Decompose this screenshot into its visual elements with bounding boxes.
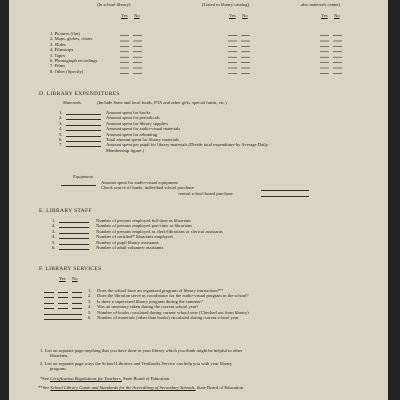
equipment-amount-label: Amount spent for audio-visual equipment xyxy=(101,180,178,185)
yes-header-col2: Yes xyxy=(229,13,236,18)
equipment-amount-field[interactable] xyxy=(61,182,96,186)
answer-field[interactable] xyxy=(72,300,82,304)
note-1-line-2: librarians. xyxy=(50,353,69,359)
column-caption-school-library: (In school library) xyxy=(97,2,131,7)
no-answer-field[interactable] xyxy=(58,294,68,298)
list-item: 2. Number of persons employed part-time as librarians xyxy=(52,223,192,229)
column-caption-library-catalog: (Listed in library catalog) xyxy=(202,2,250,7)
no-header-services: No xyxy=(72,276,78,281)
list-item: 6. Number of materials (other than books) circulated during current school year xyxy=(9,315,388,320)
list-item: 1. Does the school have an organized program of library instruction?** xyxy=(9,288,388,293)
column-caption-materials-center: also materials center) xyxy=(301,2,341,7)
list-item: 8. Other (Specify) xyxy=(50,68,84,74)
yes-answer-field[interactable] xyxy=(44,294,54,298)
av-answer-blanks[interactable] xyxy=(9,31,388,77)
list-item: 6. Phonograph recordings xyxy=(50,58,98,63)
list-item: 3. Slides xyxy=(50,41,66,47)
no-answer-field[interactable] xyxy=(58,289,68,293)
count-field[interactable] xyxy=(59,241,89,245)
footnote-certification: *See Certification Regulations for Teachers, State Board of Education xyxy=(40,376,170,381)
amount-field[interactable] xyxy=(66,111,101,115)
amount-field[interactable] xyxy=(66,116,101,120)
central-purchase-field[interactable] xyxy=(261,193,309,197)
note-2-line-1: 2. List on separate page ways the School Libraries and Textbooks Service can help you with your library xyxy=(40,361,233,366)
list-item: 5. Amount spent for rebinding xyxy=(59,131,158,137)
amount-field[interactable] xyxy=(66,127,101,131)
count-field[interactable] xyxy=(59,224,89,228)
count-field[interactable] xyxy=(59,235,89,239)
count-field[interactable] xyxy=(44,311,82,315)
footnote-library-guide: **See School Library Guide and Standards for the Accrediting of Secondary Schools, State Board of Education xyxy=(38,385,243,390)
count-field[interactable] xyxy=(59,246,89,250)
amount-field[interactable] xyxy=(66,143,101,147)
no-header-col3: No xyxy=(334,13,340,18)
count-field[interactable] xyxy=(59,219,89,223)
amount-field[interactable] xyxy=(66,122,101,126)
list-item: 2. Does the librarian serve as coordinator for the audio-visual program in the school? xyxy=(9,293,388,298)
list-item: 4. Number of certified* librarians employed xyxy=(52,234,173,240)
answer-field[interactable] xyxy=(72,289,82,293)
no-header-col1: No xyxy=(134,13,140,18)
list-item: 3. Number of persons employed as clerk-librarians or clerical assistants xyxy=(52,228,223,234)
list-item: 6. Number of adult volunteer assistants xyxy=(52,245,164,250)
list-item: 4. Filmstrips xyxy=(50,47,74,53)
materials-label: Materials xyxy=(63,100,81,105)
note-1-line-1: 1. List on separate page anything that you have done in your library which you think might be helpful to other xyxy=(40,348,243,353)
yes-header-col3: Yes xyxy=(321,13,328,18)
equipment-label: Equipment xyxy=(73,174,93,179)
list-item: 2. Amount spent for periodicals xyxy=(59,115,160,121)
list-item: 4. Was an inventory taken during the current school year? xyxy=(9,304,388,309)
list-item: 4. Amount spent for audio-visual materials xyxy=(59,126,181,132)
list-item: 1. Pictures (flat) xyxy=(50,31,80,36)
yes-answer-field[interactable] xyxy=(44,300,54,304)
list-item: 5. Number of books circulated during current school year (Checked out from library) xyxy=(9,310,388,315)
amount-field[interactable] xyxy=(66,138,101,142)
list-item: Membership figure.) xyxy=(106,147,145,153)
answer-field[interactable] xyxy=(72,305,82,309)
section-f-heading: F. LIBRARY SERVICES xyxy=(39,266,102,272)
yes-answer-field[interactable] xyxy=(44,289,54,293)
yes-answer-field[interactable] xyxy=(44,305,54,309)
individual-purchase-field[interactable] xyxy=(261,187,309,191)
list-item: 1. Number of persons employed full-time as librarians xyxy=(52,218,192,223)
central-purchase-label: central school board purchase xyxy=(178,190,233,196)
amount-field[interactable] xyxy=(66,133,101,137)
count-field[interactable] xyxy=(59,230,89,234)
materials-note: (Include State and local funds, PTA and other gifts, special funds, etc.) xyxy=(97,100,227,105)
list-item: 3. Is there a supervised library program during the summer? xyxy=(9,299,388,304)
section-d-heading: D. LIBRARY EXPENDITURES xyxy=(39,91,120,97)
list-item: 1. Amount spent for books xyxy=(59,110,151,115)
list-item: 6. Total amount spent for library materials xyxy=(59,137,180,142)
list-item: 2. Maps, globes, charts xyxy=(50,36,93,42)
list-item: 3. Amount spent for library supplies xyxy=(59,120,169,126)
note-2-line-2: program. xyxy=(50,366,67,372)
no-answer-field[interactable] xyxy=(58,300,68,304)
list-item: 5. Tapes xyxy=(50,52,66,58)
section-e-heading: E. LIBRARY STAFF xyxy=(39,208,92,214)
yes-header-col1: Yes xyxy=(121,13,128,18)
count-field[interactable] xyxy=(44,316,82,320)
funds-source-label: Check source of funds: individual school purchase xyxy=(101,185,194,191)
yes-header-services: Yes xyxy=(59,276,66,281)
form-page xyxy=(9,0,388,400)
no-answer-field[interactable] xyxy=(58,305,68,309)
list-item: 5. Number of pupil library assistants xyxy=(52,239,159,245)
answer-field[interactable] xyxy=(72,294,82,298)
no-header-col2: No xyxy=(242,13,248,18)
list-item: 7. Amount spent per pupil for library materials (Divide total expenditure by Average Daily xyxy=(59,142,268,148)
list-item: 7. Films xyxy=(50,63,66,69)
